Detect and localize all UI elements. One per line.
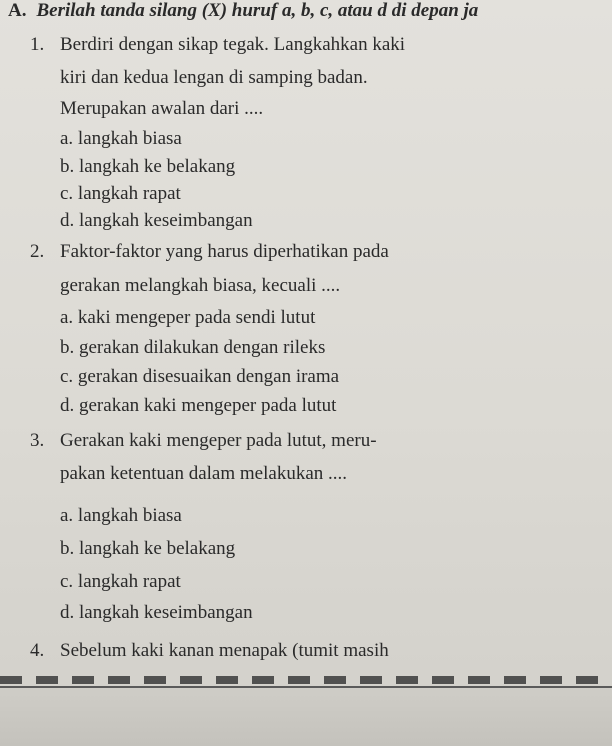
question-3-line-1: Gerakan kaki mengeper pada lutut, meru- (60, 430, 377, 451)
question-2-line-2: gerakan melangkah biasa, kecuali .... (60, 275, 341, 296)
question-2-line-1: Faktor-faktor yang harus diperhatikan pada (60, 241, 389, 262)
dashed-separator (0, 676, 612, 684)
section-instruction: Berilah tanda silang (X) huruf a, b, c, atau d di depan ja (36, 0, 479, 21)
question-3-option-a[interactable]: a. langkah biasa (60, 505, 182, 526)
question-3-option-b[interactable]: b. langkah ke belakang (60, 538, 236, 559)
question-1-option-b[interactable]: b. langkah ke belakang (60, 156, 236, 177)
question-4-line-1: Sebelum kaki kanan menapak (tumit masih (60, 640, 389, 661)
section-header (8, 0, 612, 22)
question-3-option-c[interactable]: c. langkah rapat (60, 571, 181, 592)
question-2-number: 2. (30, 241, 45, 262)
question-1-line-1: Berdiri dengan sikap tegak. Langkahkan kaki (60, 34, 406, 55)
question-1-option-c[interactable]: c. langkah rapat (60, 183, 181, 204)
question-1-option-a[interactable]: a. langkah biasa (60, 128, 182, 149)
question-1-line-2: kiri dan kedua lengan di samping badan. (60, 67, 368, 88)
question-2-option-d[interactable]: d. gerakan kaki mengeper pada lutut (60, 395, 337, 416)
question-2-option-a[interactable]: a. kaki mengeper pada sendi lutut (60, 307, 316, 328)
question-3-option-d[interactable]: d. langkah keseimbangan (60, 602, 253, 623)
question-2-option-b[interactable]: b. gerakan dilakukan dengan rileks (60, 337, 326, 358)
question-4-number: 4. (30, 640, 45, 661)
question-3-number: 3. (30, 430, 45, 451)
page-bottom-margin (0, 688, 612, 746)
question-3-line-2: pakan ketentuan dalam melakukan .... (60, 463, 348, 484)
question-2-option-c[interactable]: c. gerakan disesuaikan dengan irama (60, 366, 340, 387)
question-1-option-d[interactable]: d. langkah keseimbangan (60, 210, 253, 231)
question-1-number: 1. (30, 34, 45, 55)
question-1-line-3: Merupakan awalan dari .... (60, 98, 264, 119)
section-label: A. (8, 0, 27, 21)
